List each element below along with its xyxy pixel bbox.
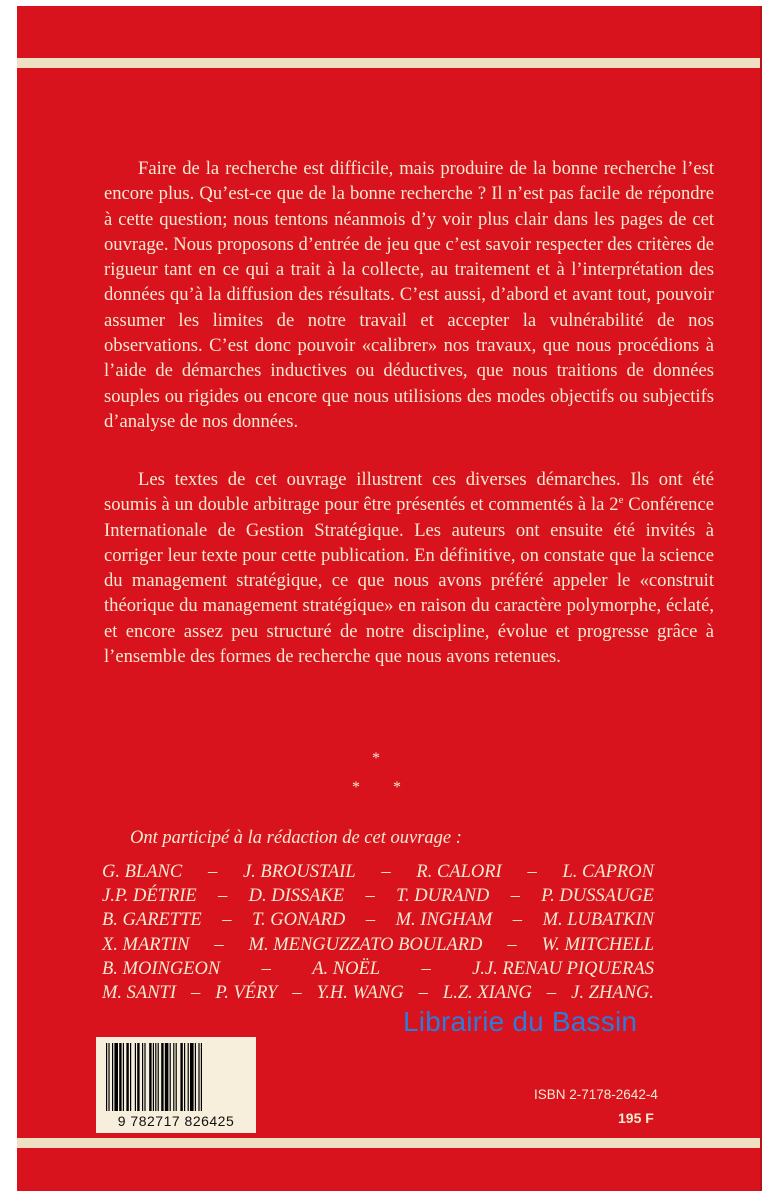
contributors-line — [102, 957, 654, 981]
barcode-bar — [201, 1043, 202, 1111]
contributors-line — [102, 860, 654, 884]
name-separator: – — [381, 862, 391, 882]
barcode-number: 9 782717 826425 — [117, 1113, 235, 1129]
barcode-bar — [170, 1043, 171, 1111]
contributor-name: M. LUBATKIN — [542, 910, 654, 931]
name-separator: – — [261, 958, 271, 979]
barcode-bar — [198, 1043, 199, 1111]
barcode-bar — [155, 1043, 156, 1111]
isbn: ISBN 2-7178-2642-4 — [534, 1087, 658, 1102]
barcode-bar — [108, 1043, 109, 1111]
separator-star: * — [372, 750, 380, 767]
name-separator: – — [512, 910, 523, 931]
separator-star: * — [393, 779, 401, 796]
name-separator: – — [365, 886, 375, 907]
contributor-name: P. DUSSAUGE — [541, 886, 654, 907]
barcode-bar — [106, 1043, 107, 1111]
top-stripe — [17, 58, 760, 68]
contributor-name: T. DURAND — [396, 886, 490, 907]
name-separator: – — [222, 910, 232, 931]
contributor-name: X. MARTIN — [102, 934, 190, 955]
contributor-name: J.P. DÉTRIE — [102, 886, 197, 907]
contributor-name: M. SANTI — [102, 982, 176, 1003]
name-separator: – — [214, 934, 224, 955]
name-separator: – — [510, 886, 520, 907]
contributor-name: B. GARETTE — [102, 910, 202, 931]
contributor-name: J.J. RENAU PIQUERAS — [472, 958, 654, 979]
name-separator: – — [507, 934, 517, 955]
barcode-bar — [180, 1043, 182, 1111]
barcode-bar — [123, 1043, 124, 1111]
barcode-bar — [195, 1043, 196, 1111]
barcode-bar — [184, 1043, 185, 1111]
name-separator: – — [218, 886, 228, 907]
contributor-name: Y.H. WANG — [316, 982, 404, 1003]
watermark: Librairie du Bassin — [403, 1006, 638, 1037]
name-separator: – — [546, 982, 557, 1003]
contributors-line — [102, 884, 654, 908]
contributor-name: P. VÉRY — [215, 982, 278, 1003]
contributor-name: B. MOINGEON — [102, 958, 221, 979]
barcode-bar — [161, 1043, 163, 1111]
bottom-stripe — [17, 1138, 760, 1148]
barcode-bar — [165, 1043, 169, 1111]
barcode-bar — [158, 1043, 159, 1111]
contributor-name: W. MITCHELL — [541, 934, 654, 955]
contributor-name: M. INGHAM — [395, 910, 493, 931]
paragraph-1: Faire de la recherche est difficile, mais produire de la bonne recherche l’est encore plus. Qu’est-ce que de la bonne recherche ? Il n’est pas facile de répondre à cette question; nous tentons néanmois d’y voir plus clair dans les pages de cet ouvrage. Nous proposons d’entrée de jeu que c’est savoir respecter des critères de rigueur tant en ce qui a trait à la collecte, au traitement et à l’interprétation des données qu’à la diffusion des résultats. C’est aussi, d’abord et avant tout, pouvoir assumer les limites de notre travail et accepter la vulnérabilité de nos observations. C’est donc pouvoir «calibrer» nos travaux, que nous procédions à l’aide de démarches inductives ou déductives, que nous traitions de données souples ou rigides ou encore que nous utilisions des modes objectifs ou subjectifs d’analyse de nos données. — [104, 158, 714, 432]
contributor-name: L.Z. XIANG — [442, 982, 532, 1003]
barcode — [96, 1037, 256, 1133]
price: 195 F — [618, 1110, 654, 1126]
contributors-line — [102, 981, 654, 1005]
name-separator: – — [527, 862, 537, 882]
name-separator: – — [365, 910, 376, 931]
barcode-bar — [142, 1043, 143, 1111]
barcode-bar — [130, 1043, 131, 1111]
contributor-name: D. DISSAKE — [248, 886, 345, 907]
name-separator: – — [292, 982, 302, 1003]
contributor-name: L. CAPRON — [562, 862, 654, 882]
barcode-bar — [149, 1043, 151, 1111]
barcode-bar — [173, 1043, 174, 1111]
barcode-bars — [104, 1043, 248, 1111]
name-separator: – — [418, 982, 428, 1003]
barcode-bar — [135, 1043, 136, 1111]
contributor-name: R. CALORI — [416, 862, 502, 882]
barcode-bar — [176, 1043, 177, 1111]
barcode-bar — [126, 1043, 128, 1111]
credits-heading: Ont participé à la rédaction de cet ouvrage : — [130, 828, 462, 848]
contributors-line — [102, 933, 654, 957]
contributor-name: A. NOËL — [312, 958, 381, 979]
separator-star: * — [352, 779, 360, 796]
barcode-bar — [144, 1043, 145, 1111]
barcode-bar — [137, 1043, 139, 1111]
contributor-name: M. MENGUZZATO BOULARD — [248, 934, 483, 955]
barcode-bar — [190, 1043, 194, 1111]
barcode-bar — [188, 1043, 189, 1111]
barcode-bar — [112, 1043, 113, 1111]
barcode-bar — [119, 1043, 121, 1111]
contributor-name: J. ZHANG. — [571, 982, 654, 1003]
name-separator: – — [207, 862, 218, 882]
paragraph-2: Les textes de cet ouvrage illustrent ces diverses démarches. Ils ont été soumis à un double arbitrage pour être présentés et commentés à la 2e Conférence Internationale de Gestion Stratégique. Les auteurs ont ensuite été invités à corriger leur texte pour cette publication. En définitive, on constate que la science du management stratégique, ce que nous avons préféré appeler le «construit théorique du management stratégique» en raison du caractère polymorphe, éclaté, et encore assez peu structuré de notre discipline, évolue et progresse grâce à l’ensemble des formes de recherche que nous avons retenues. — [104, 469, 714, 668]
contributor-name: T. GONARD — [252, 910, 346, 931]
contributors-line — [102, 908, 654, 932]
contributor-name: G. BLANC — [102, 862, 183, 882]
name-separator: – — [191, 982, 201, 1003]
contributors-list — [102, 860, 654, 1005]
contributor-name: J. BROUSTAIL — [242, 862, 356, 882]
name-separator: – — [421, 958, 431, 979]
barcode-bar — [153, 1043, 154, 1111]
barcode-bar — [114, 1043, 118, 1111]
